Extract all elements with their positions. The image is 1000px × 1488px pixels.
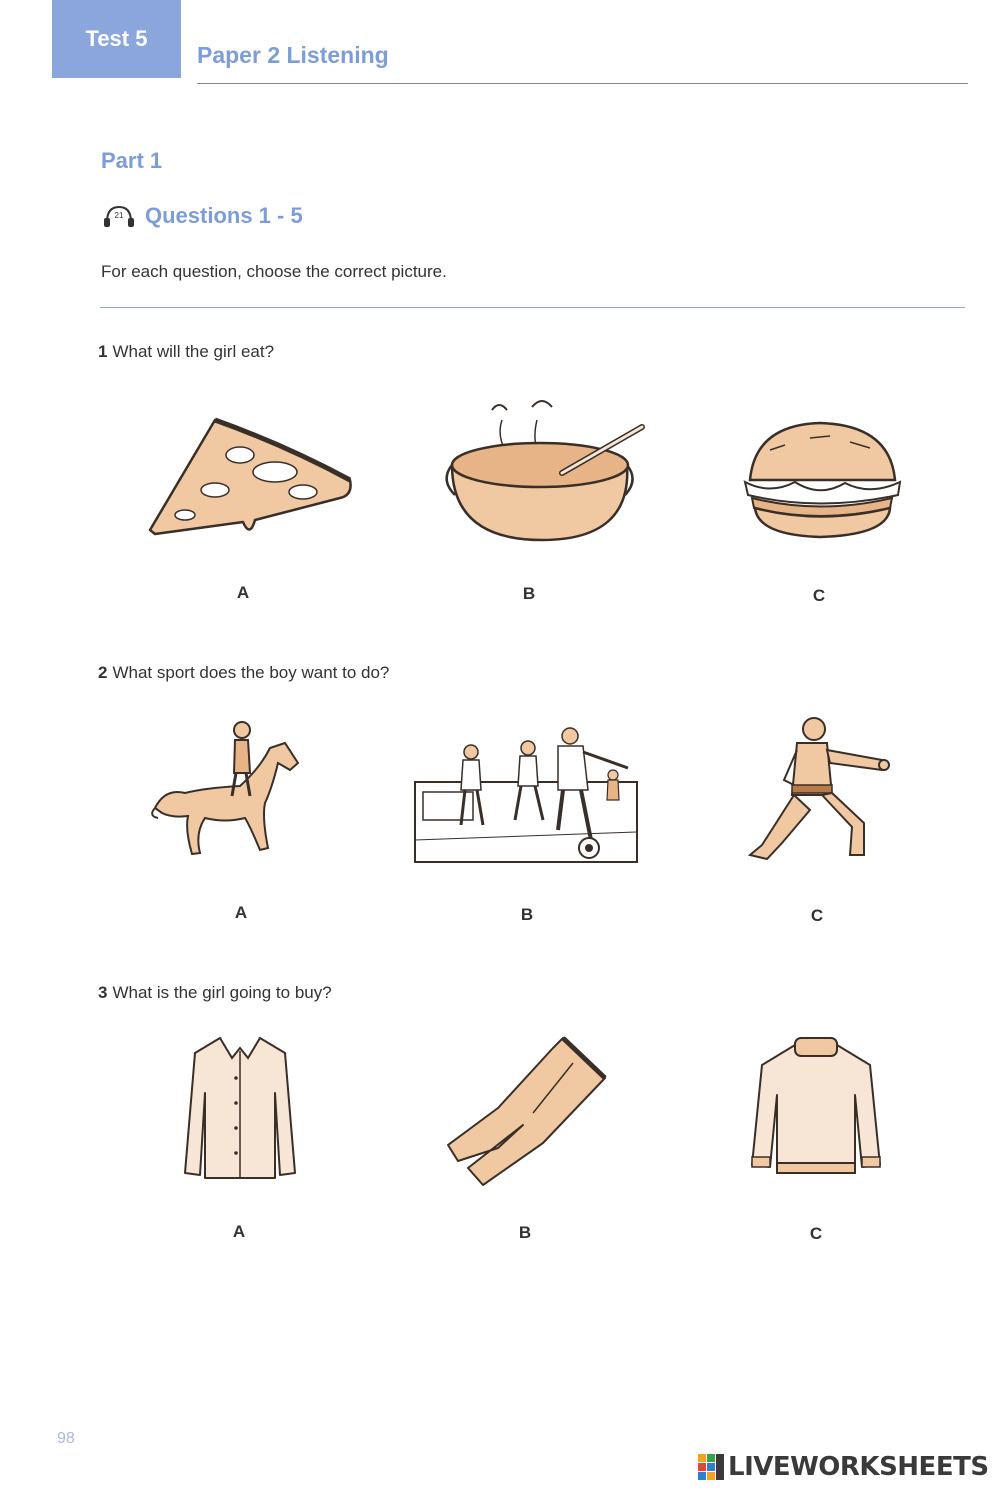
question-number: 3: [98, 983, 108, 1002]
shirt-picture[interactable]: [180, 1033, 300, 1183]
option-letter: B: [522, 584, 536, 603]
football-picture[interactable]: [413, 720, 639, 865]
page-number: 98: [57, 1430, 75, 1447]
option-letter: B: [518, 1223, 532, 1242]
question-text: What sport does the boy want to do?: [112, 663, 390, 682]
bowl-of-soup-picture[interactable]: [447, 401, 642, 540]
questions-heading: [101, 202, 303, 230]
question-text: What will the girl eat?: [112, 342, 275, 361]
headphones-audio-icon[interactable]: [101, 202, 137, 230]
karate-picture[interactable]: [742, 715, 892, 865]
option-letter: A: [232, 1222, 246, 1241]
question-3: [98, 983, 332, 1003]
question-1: [98, 342, 274, 362]
test-tab: Test 5: [52, 0, 181, 78]
liveworksheets-brand[interactable]: [698, 1452, 989, 1482]
pizza-slice-picture[interactable]: [145, 410, 360, 540]
horse-riding-picture[interactable]: [150, 718, 305, 860]
question-number: 1: [98, 342, 108, 361]
liveworksheets-logo-icon: [698, 1454, 724, 1480]
option-letter: C: [809, 1224, 823, 1243]
question-text: What is the girl going to buy?: [112, 983, 332, 1002]
questions-title: Questions 1 - 5: [145, 203, 303, 228]
option-letter: C: [812, 586, 826, 605]
question-number: 2: [98, 663, 108, 682]
option-letter: B: [520, 905, 534, 924]
trousers-picture[interactable]: [443, 1033, 613, 1188]
sandwich-picture[interactable]: [740, 420, 905, 540]
brand-name: LIVEWORKSHEETS: [728, 1452, 989, 1482]
header-divider: [197, 83, 968, 84]
sweater-picture[interactable]: [750, 1035, 882, 1177]
question-2: [98, 663, 389, 683]
part-title: Part 1: [101, 148, 163, 173]
option-letter: C: [810, 906, 824, 925]
instruction-text: For each question, choose the correct picture.: [101, 262, 447, 281]
option-letter: A: [236, 583, 250, 602]
option-letter: A: [234, 903, 248, 922]
track-number: 21: [114, 211, 124, 220]
paper-title: Paper 2 Listening: [197, 42, 389, 68]
section-divider: [100, 307, 965, 308]
